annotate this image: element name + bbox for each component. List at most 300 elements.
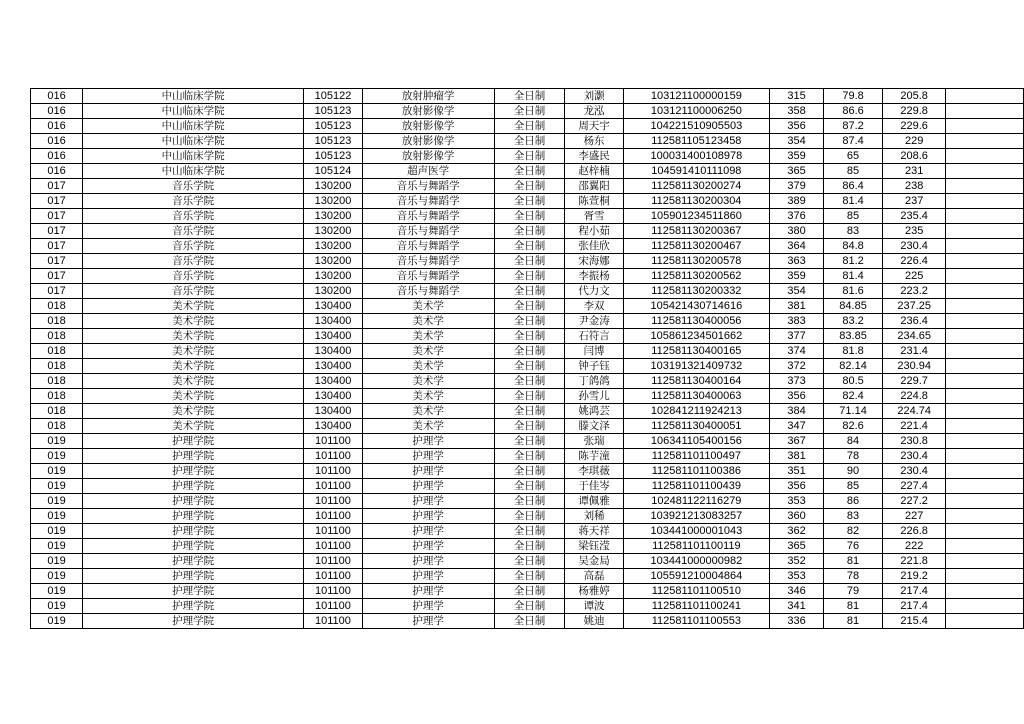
cell-exam-id: 105421430714616: [623, 299, 769, 314]
cell-study-mode: 全日制: [494, 89, 565, 104]
cell-remark: [946, 89, 1024, 104]
cell-remark: [946, 344, 1024, 359]
cell-total-score: 234.65: [883, 329, 946, 344]
cell-total-score: 208.6: [883, 149, 946, 164]
cell-retest-score: 90: [824, 464, 883, 479]
cell-total-score: 217.4: [883, 584, 946, 599]
cell-exam-id: 112581101100439: [623, 479, 769, 494]
cell-retest-score: 86.6: [824, 104, 883, 119]
cell-total-score: 227.2: [883, 494, 946, 509]
table-row: [31, 509, 1024, 524]
cell-prelim-score: 381: [770, 449, 824, 464]
cell-major-code: 130200: [304, 254, 362, 269]
cell-name: 李振杨: [565, 269, 623, 284]
cell-retest-score: 84: [824, 434, 883, 449]
cell-exam-id: 112581130400063: [623, 389, 769, 404]
cell-college-code: 019: [31, 614, 83, 629]
cell-name: 孙雪儿: [565, 389, 623, 404]
cell-college-code: 019: [31, 434, 83, 449]
cell-college: 护理学院: [83, 584, 304, 599]
cell-total-score: 223.2: [883, 284, 946, 299]
table-row: [31, 254, 1024, 269]
table-row: [31, 149, 1024, 164]
cell-major-code: 101100: [304, 524, 362, 539]
cell-prelim-score: 367: [770, 434, 824, 449]
cell-exam-id: 106341105400156: [623, 434, 769, 449]
cell-college: 中山临床学院: [83, 134, 304, 149]
cell-name: 程小茹: [565, 224, 623, 239]
cell-prelim-score: 356: [770, 389, 824, 404]
cell-exam-id: 104221510905503: [623, 119, 769, 134]
cell-college-code: 019: [31, 524, 83, 539]
cell-exam-id: 112581101100553: [623, 614, 769, 629]
cell-remark: [946, 599, 1024, 614]
cell-college: 护理学院: [83, 479, 304, 494]
score-table: [30, 88, 1024, 629]
cell-college: 护理学院: [83, 464, 304, 479]
cell-study-mode: 全日制: [494, 134, 565, 149]
cell-major-code: 105123: [304, 134, 362, 149]
cell-prelim-score: 336: [770, 614, 824, 629]
cell-prelim-score: 389: [770, 194, 824, 209]
cell-name: 赵梓楠: [565, 164, 623, 179]
cell-prelim-score: 341: [770, 599, 824, 614]
cell-name: 杨东: [565, 134, 623, 149]
table-row: [31, 314, 1024, 329]
cell-college-code: 019: [31, 584, 83, 599]
cell-college: 美术学院: [83, 389, 304, 404]
cell-study-mode: 全日制: [494, 539, 565, 554]
cell-exam-id: 112581101100241: [623, 599, 769, 614]
cell-prelim-score: 354: [770, 134, 824, 149]
cell-major-code: 101100: [304, 539, 362, 554]
cell-retest-score: 85: [824, 164, 883, 179]
cell-name: 张佳欣: [565, 239, 623, 254]
cell-remark: [946, 134, 1024, 149]
cell-remark: [946, 224, 1024, 239]
cell-major: 美术学: [362, 389, 494, 404]
cell-college-code: 017: [31, 284, 83, 299]
cell-exam-id: 112581130400164: [623, 374, 769, 389]
cell-remark: [946, 554, 1024, 569]
table-row: [31, 554, 1024, 569]
cell-retest-score: 82.14: [824, 359, 883, 374]
cell-total-score: 221.8: [883, 554, 946, 569]
cell-study-mode: 全日制: [494, 314, 565, 329]
cell-study-mode: 全日制: [494, 404, 565, 419]
cell-prelim-score: 365: [770, 164, 824, 179]
cell-remark: [946, 194, 1024, 209]
cell-major-code: 101100: [304, 614, 362, 629]
cell-prelim-score: 360: [770, 509, 824, 524]
cell-major: 美术学: [362, 329, 494, 344]
cell-exam-id: 102481122116279: [623, 494, 769, 509]
cell-college: 护理学院: [83, 539, 304, 554]
cell-prelim-score: 381: [770, 299, 824, 314]
cell-name: 代力文: [565, 284, 623, 299]
cell-remark: [946, 149, 1024, 164]
cell-name: 滕文泽: [565, 419, 623, 434]
cell-study-mode: 全日制: [494, 479, 565, 494]
cell-remark: [946, 269, 1024, 284]
cell-major-code: 130400: [304, 419, 362, 434]
cell-study-mode: 全日制: [494, 359, 565, 374]
cell-remark: [946, 449, 1024, 464]
cell-study-mode: 全日制: [494, 614, 565, 629]
table-row: [31, 434, 1024, 449]
cell-college: 美术学院: [83, 359, 304, 374]
cell-prelim-score: 315: [770, 89, 824, 104]
cell-exam-id: 112581105123458: [623, 134, 769, 149]
cell-college-code: 018: [31, 299, 83, 314]
cell-exam-id: 112581101100497: [623, 449, 769, 464]
cell-name: 闫博: [565, 344, 623, 359]
cell-college-code: 018: [31, 389, 83, 404]
cell-prelim-score: 359: [770, 269, 824, 284]
cell-major-code: 101100: [304, 434, 362, 449]
cell-exam-id: 103121100000159: [623, 89, 769, 104]
cell-major: 护理学: [362, 569, 494, 584]
cell-major: 美术学: [362, 374, 494, 389]
cell-name: 宋海娜: [565, 254, 623, 269]
cell-major-code: 130400: [304, 404, 362, 419]
cell-prelim-score: 351: [770, 464, 824, 479]
cell-exam-id: 112581130400165: [623, 344, 769, 359]
cell-name: 丁鸽鸽: [565, 374, 623, 389]
cell-name: 陈萱桐: [565, 194, 623, 209]
cell-college: 护理学院: [83, 494, 304, 509]
cell-study-mode: 全日制: [494, 329, 565, 344]
cell-retest-score: 76: [824, 539, 883, 554]
cell-total-score: 230.8: [883, 434, 946, 449]
cell-retest-score: 86: [824, 494, 883, 509]
cell-exam-id: 112581101100386: [623, 464, 769, 479]
cell-major: 放射影像学: [362, 119, 494, 134]
cell-retest-score: 85: [824, 479, 883, 494]
cell-name: 于佳岑: [565, 479, 623, 494]
cell-college-code: 018: [31, 419, 83, 434]
cell-total-score: 230.4: [883, 449, 946, 464]
cell-total-score: 236.4: [883, 314, 946, 329]
cell-college: 音乐学院: [83, 194, 304, 209]
table-body: [31, 89, 1024, 629]
cell-prelim-score: 353: [770, 569, 824, 584]
cell-prelim-score: 352: [770, 554, 824, 569]
cell-remark: [946, 509, 1024, 524]
cell-college-code: 016: [31, 164, 83, 179]
cell-major-code: 130200: [304, 269, 362, 284]
cell-major-code: 130400: [304, 329, 362, 344]
cell-study-mode: 全日制: [494, 209, 565, 224]
table-row: [31, 119, 1024, 134]
cell-retest-score: 81: [824, 614, 883, 629]
cell-study-mode: 全日制: [494, 284, 565, 299]
cell-total-score: 229: [883, 134, 946, 149]
cell-prelim-score: 347: [770, 419, 824, 434]
table-row: [31, 479, 1024, 494]
cell-college-code: 016: [31, 134, 83, 149]
cell-study-mode: 全日制: [494, 299, 565, 314]
cell-total-score: 217.4: [883, 599, 946, 614]
cell-remark: [946, 479, 1024, 494]
cell-total-score: 238: [883, 179, 946, 194]
cell-total-score: 221.4: [883, 419, 946, 434]
cell-study-mode: 全日制: [494, 239, 565, 254]
cell-total-score: 224.8: [883, 389, 946, 404]
cell-name: 刘灏: [565, 89, 623, 104]
cell-study-mode: 全日制: [494, 149, 565, 164]
cell-college-code: 017: [31, 269, 83, 284]
cell-prelim-score: 379: [770, 179, 824, 194]
cell-college: 中山临床学院: [83, 89, 304, 104]
cell-college-code: 019: [31, 569, 83, 584]
cell-name: 龙泓: [565, 104, 623, 119]
cell-major: 护理学: [362, 554, 494, 569]
cell-name: 姚鸿芸: [565, 404, 623, 419]
cell-prelim-score: 362: [770, 524, 824, 539]
cell-major: 护理学: [362, 539, 494, 554]
table-row: [31, 539, 1024, 554]
cell-study-mode: 全日制: [494, 554, 565, 569]
cell-college-code: 019: [31, 599, 83, 614]
cell-college: 美术学院: [83, 299, 304, 314]
cell-name: 刘稀: [565, 509, 623, 524]
cell-prelim-score: 356: [770, 119, 824, 134]
cell-major-code: 130400: [304, 389, 362, 404]
cell-major-code: 101100: [304, 554, 362, 569]
cell-exam-id: 112581130200332: [623, 284, 769, 299]
cell-prelim-score: 373: [770, 374, 824, 389]
cell-remark: [946, 314, 1024, 329]
cell-prelim-score: 374: [770, 344, 824, 359]
cell-name: 李双: [565, 299, 623, 314]
cell-name: 胥雪: [565, 209, 623, 224]
cell-exam-id: 112581130200304: [623, 194, 769, 209]
cell-college-code: 017: [31, 209, 83, 224]
table-row: [31, 134, 1024, 149]
cell-college: 美术学院: [83, 374, 304, 389]
cell-retest-score: 81: [824, 554, 883, 569]
cell-major: 放射影像学: [362, 149, 494, 164]
cell-remark: [946, 539, 1024, 554]
table-row: [31, 104, 1024, 119]
cell-college-code: 017: [31, 194, 83, 209]
cell-major: 美术学: [362, 419, 494, 434]
cell-remark: [946, 164, 1024, 179]
cell-college-code: 018: [31, 314, 83, 329]
cell-major-code: 130400: [304, 344, 362, 359]
cell-major: 护理学: [362, 584, 494, 599]
cell-major: 美术学: [362, 314, 494, 329]
cell-college: 中山临床学院: [83, 119, 304, 134]
cell-college-code: 017: [31, 179, 83, 194]
cell-major-code: 130200: [304, 239, 362, 254]
cell-college-code: 019: [31, 449, 83, 464]
cell-major: 超声医学: [362, 164, 494, 179]
cell-name: 石符言: [565, 329, 623, 344]
cell-retest-score: 65: [824, 149, 883, 164]
cell-major-code: 130200: [304, 284, 362, 299]
cell-exam-id: 100031400108978: [623, 149, 769, 164]
cell-major-code: 130400: [304, 314, 362, 329]
cell-name: 陈芋潼: [565, 449, 623, 464]
cell-total-score: 227: [883, 509, 946, 524]
cell-remark: [946, 284, 1024, 299]
cell-college: 音乐学院: [83, 209, 304, 224]
cell-college: 中山临床学院: [83, 164, 304, 179]
table-row: [31, 419, 1024, 434]
cell-total-score: 219.2: [883, 569, 946, 584]
cell-retest-score: 86.4: [824, 179, 883, 194]
cell-major: 护理学: [362, 449, 494, 464]
table-row: [31, 464, 1024, 479]
cell-prelim-score: 346: [770, 584, 824, 599]
cell-prelim-score: 359: [770, 149, 824, 164]
cell-major-code: 101100: [304, 509, 362, 524]
table-row: [31, 344, 1024, 359]
cell-study-mode: 全日制: [494, 584, 565, 599]
cell-exam-id: 112581101100510: [623, 584, 769, 599]
table-row: [31, 584, 1024, 599]
cell-exam-id: 112581130400051: [623, 419, 769, 434]
cell-study-mode: 全日制: [494, 254, 565, 269]
table-row: [31, 194, 1024, 209]
cell-study-mode: 全日制: [494, 449, 565, 464]
cell-retest-score: 84.85: [824, 299, 883, 314]
cell-major-code: 101100: [304, 464, 362, 479]
cell-major: 护理学: [362, 479, 494, 494]
cell-study-mode: 全日制: [494, 164, 565, 179]
cell-study-mode: 全日制: [494, 119, 565, 134]
cell-prelim-score: 384: [770, 404, 824, 419]
cell-total-score: 222: [883, 539, 946, 554]
cell-major-code: 101100: [304, 584, 362, 599]
cell-total-score: 215.4: [883, 614, 946, 629]
cell-exam-id: 104591410111098: [623, 164, 769, 179]
cell-remark: [946, 179, 1024, 194]
cell-remark: [946, 209, 1024, 224]
table-row: [31, 389, 1024, 404]
cell-major-code: 130200: [304, 194, 362, 209]
cell-college: 护理学院: [83, 569, 304, 584]
cell-retest-score: 87.2: [824, 119, 883, 134]
cell-prelim-score: 383: [770, 314, 824, 329]
cell-remark: [946, 464, 1024, 479]
cell-college: 护理学院: [83, 554, 304, 569]
table-row: [31, 359, 1024, 374]
table-row: [31, 269, 1024, 284]
cell-study-mode: 全日制: [494, 104, 565, 119]
cell-exam-id: 105861234501662: [623, 329, 769, 344]
cell-major: 音乐与舞蹈学: [362, 284, 494, 299]
cell-college-code: 017: [31, 254, 83, 269]
cell-college-code: 018: [31, 404, 83, 419]
cell-retest-score: 78: [824, 449, 883, 464]
cell-total-score: 231: [883, 164, 946, 179]
cell-retest-score: 81.6: [824, 284, 883, 299]
cell-exam-id: 112581130200467: [623, 239, 769, 254]
cell-major: 放射影像学: [362, 104, 494, 119]
cell-major: 护理学: [362, 509, 494, 524]
cell-college: 护理学院: [83, 449, 304, 464]
cell-retest-score: 83: [824, 509, 883, 524]
cell-college-code: 016: [31, 119, 83, 134]
cell-name: 尹金涛: [565, 314, 623, 329]
cell-major-code: 101100: [304, 599, 362, 614]
cell-major: 音乐与舞蹈学: [362, 209, 494, 224]
cell-retest-score: 79.8: [824, 89, 883, 104]
cell-major-code: 130400: [304, 374, 362, 389]
cell-exam-id: 103441000000982: [623, 554, 769, 569]
cell-name: 谭佩雅: [565, 494, 623, 509]
cell-total-score: 235: [883, 224, 946, 239]
cell-name: 张瑞: [565, 434, 623, 449]
cell-prelim-score: 380: [770, 224, 824, 239]
cell-remark: [946, 614, 1024, 629]
cell-college-code: 019: [31, 509, 83, 524]
cell-prelim-score: 372: [770, 359, 824, 374]
cell-study-mode: 全日制: [494, 494, 565, 509]
cell-remark: [946, 299, 1024, 314]
cell-study-mode: 全日制: [494, 224, 565, 239]
cell-total-score: 230.4: [883, 239, 946, 254]
cell-major: 护理学: [362, 614, 494, 629]
cell-study-mode: 全日制: [494, 269, 565, 284]
cell-prelim-score: 377: [770, 329, 824, 344]
cell-study-mode: 全日制: [494, 599, 565, 614]
cell-remark: [946, 389, 1024, 404]
cell-remark: [946, 104, 1024, 119]
cell-exam-id: 112581130400056: [623, 314, 769, 329]
cell-college-code: 017: [31, 224, 83, 239]
cell-major: 音乐与舞蹈学: [362, 194, 494, 209]
cell-total-score: 230.4: [883, 464, 946, 479]
cell-major-code: 105122: [304, 89, 362, 104]
cell-name: 高磊: [565, 569, 623, 584]
cell-study-mode: 全日制: [494, 419, 565, 434]
cell-college: 护理学院: [83, 599, 304, 614]
table-row: [31, 299, 1024, 314]
cell-college-code: 016: [31, 104, 83, 119]
cell-name: 邵翼阳: [565, 179, 623, 194]
cell-retest-score: 84.8: [824, 239, 883, 254]
cell-major: 美术学: [362, 299, 494, 314]
cell-exam-id: 105591210004864: [623, 569, 769, 584]
cell-major-code: 101100: [304, 449, 362, 464]
cell-college-code: 016: [31, 89, 83, 104]
cell-retest-score: 79: [824, 584, 883, 599]
cell-study-mode: 全日制: [494, 344, 565, 359]
table-row: [31, 224, 1024, 239]
cell-major: 护理学: [362, 524, 494, 539]
cell-retest-score: 81: [824, 599, 883, 614]
table-row: [31, 329, 1024, 344]
cell-major-code: 130200: [304, 179, 362, 194]
table-row: [31, 89, 1024, 104]
cell-retest-score: 82.4: [824, 389, 883, 404]
cell-study-mode: 全日制: [494, 524, 565, 539]
cell-retest-score: 83.2: [824, 314, 883, 329]
cell-total-score: 205.8: [883, 89, 946, 104]
cell-remark: [946, 494, 1024, 509]
cell-major-code: 130200: [304, 209, 362, 224]
cell-study-mode: 全日制: [494, 179, 565, 194]
cell-exam-id: 112581101100119: [623, 539, 769, 554]
cell-major: 放射影像学: [362, 134, 494, 149]
cell-retest-score: 82.6: [824, 419, 883, 434]
cell-total-score: 227.4: [883, 479, 946, 494]
cell-college-code: 018: [31, 359, 83, 374]
